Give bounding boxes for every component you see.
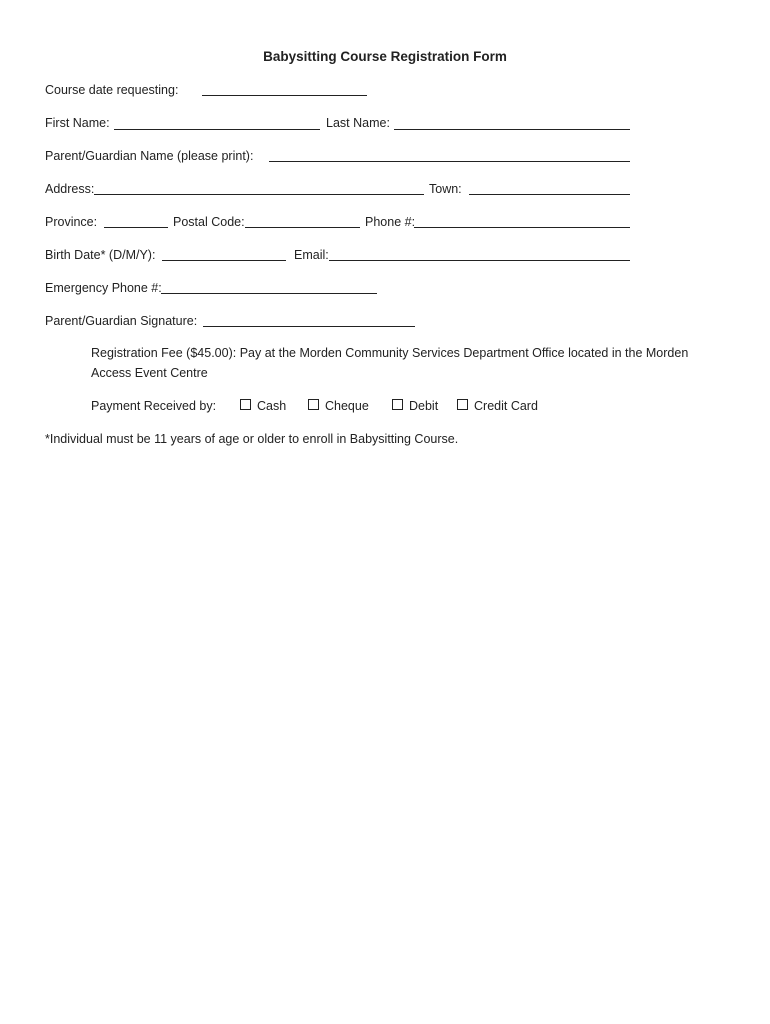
last-name-field[interactable] — [394, 129, 630, 130]
email-label: Email: — [294, 248, 329, 262]
birth-date-label: Birth Date* (D/M/Y): — [45, 248, 156, 262]
credit-card-checkbox[interactable] — [457, 399, 468, 410]
guardian-signature-field[interactable] — [203, 326, 415, 327]
province-field[interactable] — [104, 227, 168, 228]
emergency-phone-field[interactable] — [161, 293, 377, 294]
first-name-field[interactable] — [114, 129, 320, 130]
emergency-phone-label: Emergency Phone #: — [45, 281, 162, 295]
cash-option-label: Cash — [257, 399, 287, 413]
town-label: Town: — [429, 182, 462, 196]
course-date-field[interactable] — [202, 95, 367, 96]
first-name-label: First Name: — [45, 116, 110, 130]
address-label: Address: — [45, 182, 95, 196]
credit-card-option-label: Credit Card — [474, 399, 538, 413]
phone-label: Phone #: — [365, 215, 416, 229]
age-requirement-note: *Individual must be 11 years of age or older to enroll in Babysitting Course. — [45, 432, 459, 446]
registration-fee-text-line1: Registration Fee ($45.00): Pay at the Morden Community Services Department Office located in the Morden — [91, 346, 689, 360]
postal-code-label: Postal Code: — [173, 215, 245, 229]
phone-field[interactable] — [414, 227, 630, 228]
guardian-name-field[interactable] — [269, 161, 630, 162]
debit-option-label: Debit — [409, 399, 439, 413]
address-field[interactable] — [94, 194, 424, 195]
payment-received-label: Payment Received by: — [91, 399, 217, 413]
registration-fee-text-line2: Access Event Centre — [91, 366, 208, 380]
postal-code-field[interactable] — [245, 227, 360, 228]
guardian-name-label: Parent/Guardian Name (please print): — [45, 149, 254, 163]
cheque-option-label: Cheque — [325, 399, 369, 413]
last-name-label: Last Name: — [326, 116, 390, 130]
birth-date-field[interactable] — [162, 260, 286, 261]
cheque-checkbox[interactable] — [308, 399, 319, 410]
cash-checkbox[interactable] — [240, 399, 251, 410]
guardian-signature-label: Parent/Guardian Signature: — [45, 314, 198, 328]
debit-checkbox[interactable] — [392, 399, 403, 410]
town-field[interactable] — [469, 194, 630, 195]
course-date-label: Course date requesting: — [45, 83, 179, 97]
province-label: Province: — [45, 215, 98, 229]
form-title: Babysitting Course Registration Form — [263, 49, 507, 64]
email-field[interactable] — [329, 260, 630, 261]
